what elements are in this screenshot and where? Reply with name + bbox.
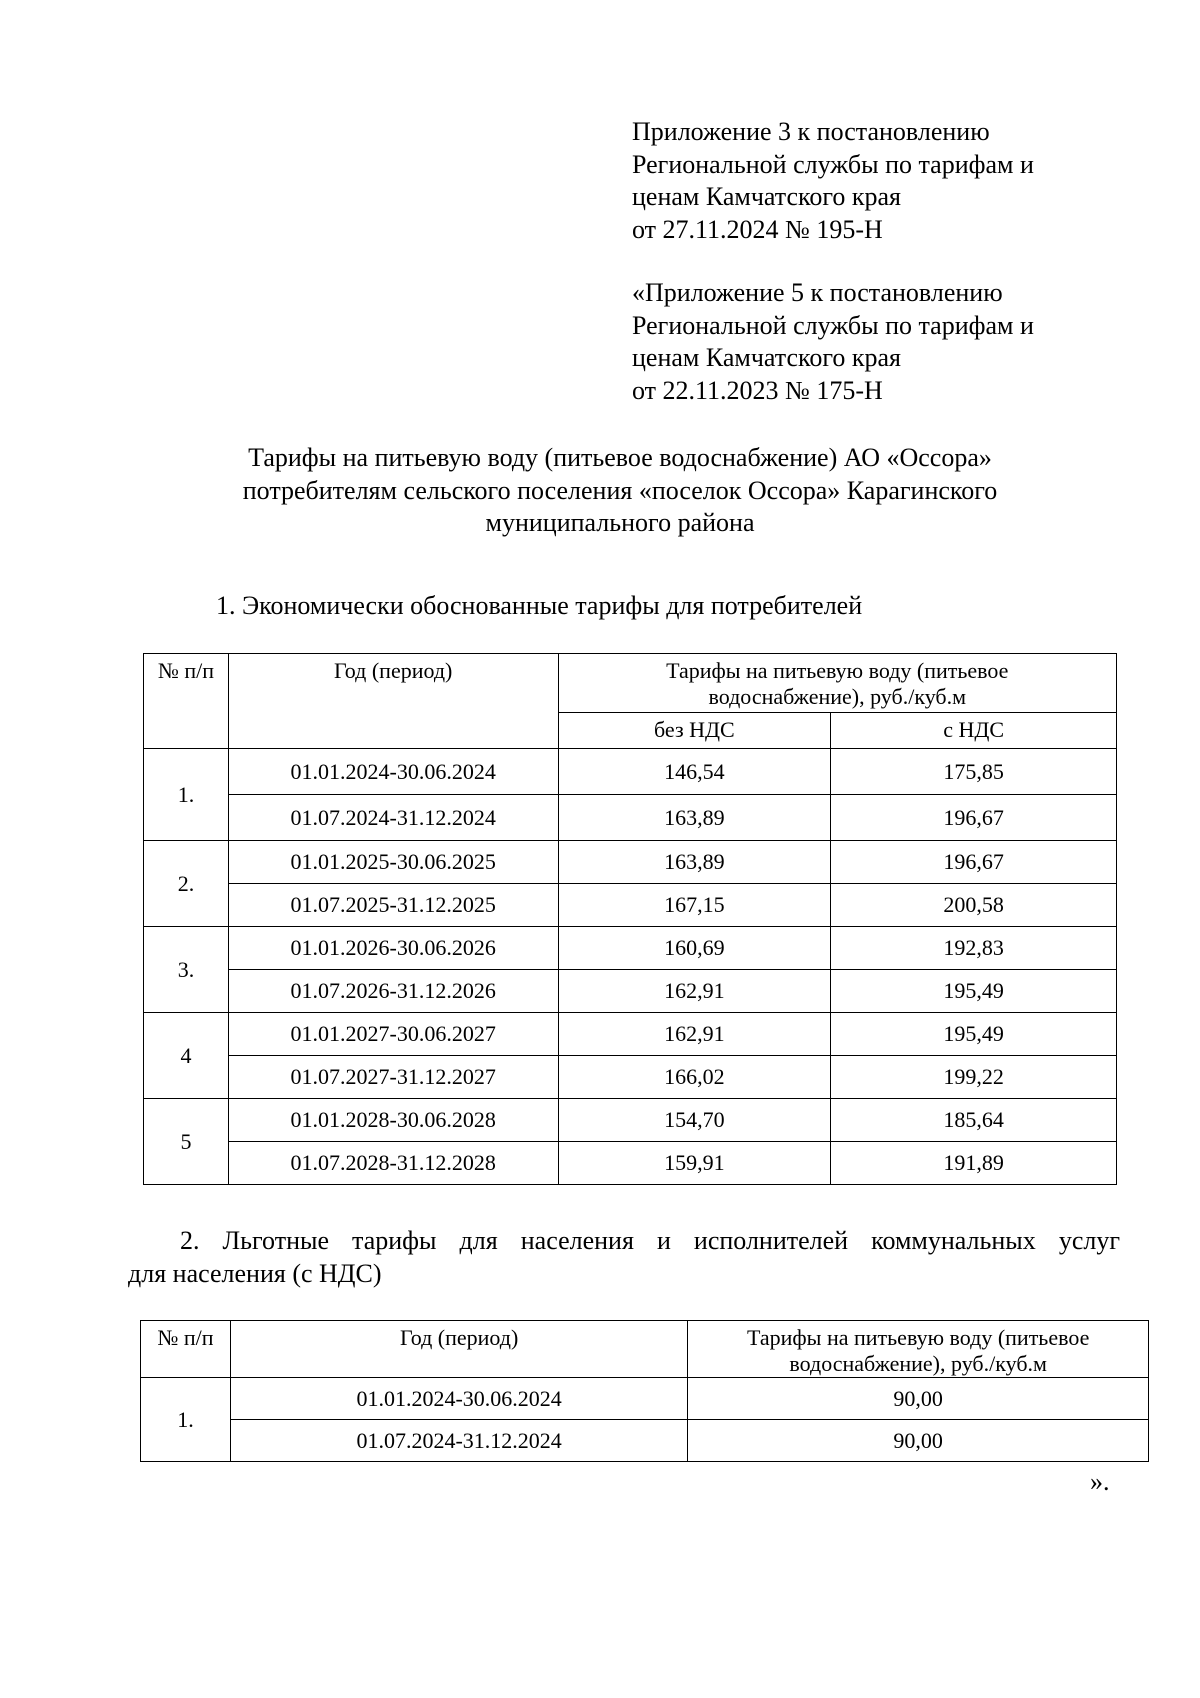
row-number: 4 (144, 1013, 229, 1099)
tariff-no-vat-cell: 160,69 (558, 927, 831, 970)
tariff-vat-cell: 90,00 (688, 1420, 1149, 1462)
table-row (144, 1056, 1117, 1099)
tariff-no-vat-cell: 162,91 (558, 970, 831, 1013)
period-cell: 01.01.2026-30.06.2026 (228, 927, 558, 970)
original-appendix-line: «Приложение 5 к постановлению (632, 278, 1003, 307)
tariff-vat-cell: 200,58 (831, 884, 1117, 927)
tariff-vat-cell: 199,22 (831, 1056, 1117, 1099)
row-number: 2. (144, 841, 229, 927)
header-period: Год (период) (228, 654, 558, 749)
economic-tariffs-table (143, 653, 1117, 1185)
document-title (130, 442, 1110, 540)
closing-quote: ». (1090, 1467, 1110, 1496)
period-cell: 01.01.2028-30.06.2028 (228, 1099, 558, 1142)
tariff-vat-cell: 196,67 (831, 841, 1117, 884)
original-appendix-line: Региональной службы по тарифам и (632, 310, 1034, 340)
period-cell: 01.07.2027-31.12.2027 (228, 1056, 558, 1099)
row-number: 1. (144, 749, 229, 841)
preferential-tariffs-table (140, 1320, 1149, 1462)
row-number: 1. (141, 1378, 231, 1462)
tariff-vat-cell: 175,85 (831, 749, 1117, 795)
section1-heading: 1. Экономически обоснованные тарифы для потребителей (216, 591, 863, 620)
section2-heading-line: для населения (с НДС) (128, 1259, 382, 1288)
table-row (144, 749, 1117, 795)
header-num: № п/п (144, 654, 229, 749)
period-cell: 01.01.2024-30.06.2024 (228, 749, 558, 795)
period-cell: 01.07.2024-31.12.2024 (228, 795, 558, 841)
table-row (144, 884, 1117, 927)
period-cell: 01.07.2028-31.12.2028 (228, 1142, 558, 1185)
section2-heading (128, 1224, 1120, 1290)
section2-heading-line: 2. Льготные тарифы для населения и исполнителей коммунальных услуг (180, 1226, 1120, 1255)
table-row (141, 1378, 1149, 1420)
appendix-header (632, 116, 1152, 407)
original-appendix-line: ценам Камчатского края (632, 343, 901, 372)
table-row (144, 927, 1117, 970)
table-row (144, 1013, 1117, 1056)
original-appendix-line: от 22.11.2023 № 175-Н (632, 375, 883, 405)
table-row (144, 970, 1117, 1013)
header-num: № п/п (141, 1321, 231, 1378)
tariff-no-vat-cell: 154,70 (558, 1099, 831, 1142)
tariff-vat-cell: 196,67 (831, 795, 1117, 841)
tariff-vat-cell: 90,00 (688, 1378, 1149, 1420)
period-cell: 01.07.2025-31.12.2025 (228, 884, 558, 927)
header-tariff: Тарифы на питьевую воду (питьевое водоснабжение), руб./куб.м (558, 654, 1116, 713)
period-cell: 01.01.2025-30.06.2025 (228, 841, 558, 884)
header-period: Год (период) (230, 1321, 687, 1378)
header-no-vat: без НДС (558, 712, 831, 748)
table-row (144, 1099, 1117, 1142)
period-cell: 01.01.2027-30.06.2027 (228, 1013, 558, 1056)
period-cell: 01.01.2024-30.06.2024 (230, 1378, 687, 1420)
row-number: 3. (144, 927, 229, 1013)
appendix-line: от 27.11.2024 № 195-Н (632, 214, 883, 244)
table-row (141, 1420, 1149, 1462)
header-vat: с НДС (831, 712, 1117, 748)
tariff-no-vat-cell: 162,91 (558, 1013, 831, 1056)
table-row (144, 841, 1117, 884)
tariff-no-vat-cell: 159,91 (558, 1142, 831, 1185)
table-row (144, 795, 1117, 841)
tariff-vat-cell: 195,49 (831, 970, 1117, 1013)
tariff-vat-cell: 195,49 (831, 1013, 1117, 1056)
tariff-no-vat-cell: 163,89 (558, 795, 831, 841)
appendix-line: Региональной службы по тарифам и (632, 149, 1034, 179)
period-cell: 01.07.2026-31.12.2026 (228, 970, 558, 1013)
tariff-vat-cell: 192,83 (831, 927, 1117, 970)
tariff-vat-cell: 191,89 (831, 1142, 1117, 1185)
tariff-no-vat-cell: 146,54 (558, 749, 831, 795)
title-line: потребителям сельского поселения «поселок Оссора» Карагинского (242, 475, 998, 505)
tariff-vat-cell: 185,64 (831, 1099, 1117, 1142)
header-tariff: Тарифы на питьевую воду (питьевое водоснабжение), руб./куб.м (688, 1321, 1149, 1378)
title-line: муниципального района (485, 508, 755, 537)
appendix-line: ценам Камчатского края (632, 182, 901, 211)
title-line: Тарифы на питьевую воду (питьевое водоснабжение) АО «Оссора» (248, 443, 992, 472)
appendix-line: Приложение 3 к постановлению (632, 117, 990, 146)
row-number: 5 (144, 1099, 229, 1185)
tariff-no-vat-cell: 163,89 (558, 841, 831, 884)
table-row (144, 1142, 1117, 1185)
period-cell: 01.07.2024-31.12.2024 (230, 1420, 687, 1462)
tariff-no-vat-cell: 167,15 (558, 884, 831, 927)
tariff-no-vat-cell: 166,02 (558, 1056, 831, 1099)
